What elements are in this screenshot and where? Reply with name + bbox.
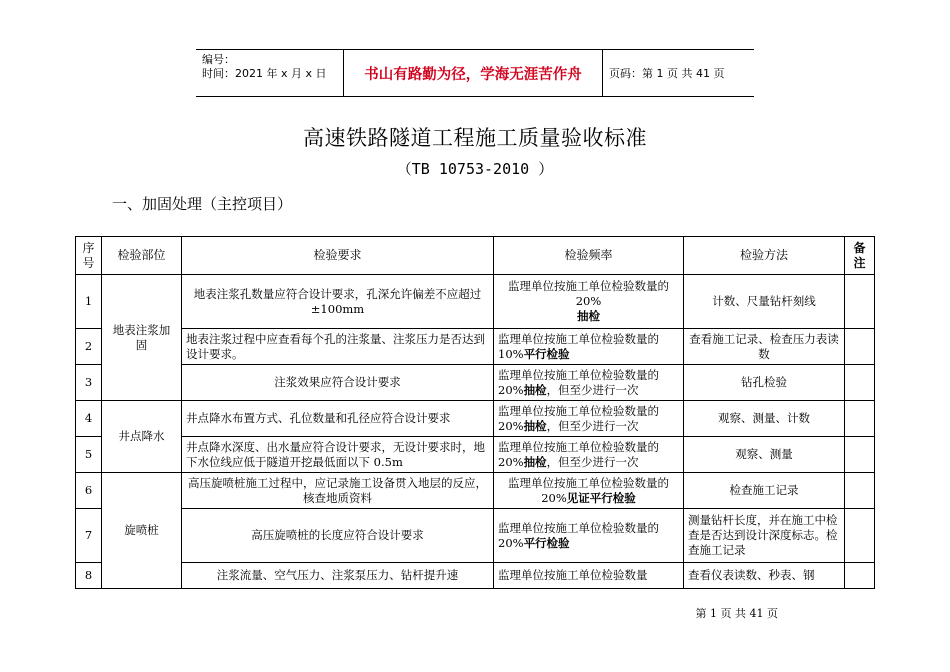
row-remark — [845, 563, 875, 589]
table-row — [76, 563, 875, 589]
table-row — [76, 365, 875, 401]
document-title: 高速铁路隧道工程施工质量验收标准 — [303, 126, 647, 150]
row-remark — [845, 509, 875, 563]
row-frequency: 监理单位按施工单位检验数量的 20%抽检，但至少进行一次 — [494, 401, 684, 437]
header-motto: 书山有路勤为径，学海无涯苦作舟 — [344, 50, 603, 96]
document-subtitle: （TB 10753-2010 ） — [396, 160, 554, 178]
time-label: 时间：2021 年 x 月 x 日 — [202, 67, 327, 80]
row-method: 检查施工记录 — [684, 473, 845, 509]
table-row — [76, 329, 875, 365]
row-frequency: 监理单位按施工单位检验数量的 20%抽检，但至少进行一次 — [494, 437, 684, 473]
table-row — [76, 401, 875, 437]
row-frequency: 监理单位按施工单位检验数量的 20%见证平行检验 — [494, 473, 684, 509]
header-no: 序号 — [76, 237, 102, 275]
table-header-row — [76, 237, 875, 275]
header-page-label: 页码：第 1 页 共 41 页 — [609, 67, 725, 80]
row-no: 2 — [76, 329, 102, 365]
header-meta — [196, 50, 344, 96]
row-remark — [845, 401, 875, 437]
table-row — [76, 509, 875, 563]
row-requirement: 地表注浆孔数量应符合设计要求，孔深允许偏差不应超过 ±100mm — [182, 275, 494, 329]
row-frequency: 监理单位按施工单位检验数量的 20%平行检验 — [494, 509, 684, 563]
row-requirement: 注浆效果应符合设计要求 — [182, 365, 494, 401]
row-no: 1 — [76, 275, 102, 329]
row-requirement: 高压旋喷桩的长度应符合设计要求 — [182, 509, 494, 563]
row-no: 3 — [76, 365, 102, 401]
row-method: 查看仪表读数、秒表、钢 — [684, 563, 845, 589]
row-no: 4 — [76, 401, 102, 437]
row-method: 观察、测量 — [684, 437, 845, 473]
row-requirement: 井点降水布置方式、孔位数量和孔径应符合设计要求 — [182, 401, 494, 437]
row-method: 查看施工记录、检查压力表读数 — [684, 329, 845, 365]
row-method: 观察、测量、计数 — [684, 401, 845, 437]
row-requirement: 注浆流量、空气压力、注浆泵压力、钻杆提升速 — [182, 563, 494, 589]
table-row — [76, 437, 875, 473]
group-label: 旋喷桩 — [102, 473, 182, 589]
header-remark: 备注 — [845, 237, 875, 275]
header-part: 检验部位 — [102, 237, 182, 275]
row-remark — [845, 329, 875, 365]
document-header — [196, 49, 754, 97]
row-remark — [845, 275, 875, 329]
group-label: 井点降水 — [102, 401, 182, 473]
row-requirement: 高压旋喷桩施工过程中，应记录施工设备贯入地层的反应，核查地质资料 — [182, 473, 494, 509]
header-frequency: 检验频率 — [494, 237, 684, 275]
row-method: 钻孔检验 — [684, 365, 845, 401]
row-remark — [845, 365, 875, 401]
section-heading: 一、加固处理（主控项目） — [112, 195, 293, 213]
row-requirement: 地表注浆过程中应查看每个孔的注浆量、注浆压力是否达到设计要求。 — [182, 329, 494, 365]
row-frequency: 监理单位按施工单位检验数量的 20% 抽检 — [494, 275, 684, 329]
row-no: 6 — [76, 473, 102, 509]
table-row — [76, 473, 875, 509]
row-remark — [845, 437, 875, 473]
row-no: 5 — [76, 437, 102, 473]
header-method: 检验方法 — [684, 237, 845, 275]
group-label: 地表注浆加固 — [102, 275, 182, 401]
row-remark — [845, 473, 875, 509]
row-frequency: 监理单位按施工单位检验数量 — [494, 563, 684, 589]
row-requirement: 井点降水深度、出水量应符合设计要求，无设计要求时，地下水位线应低于隧道开挖最低面以下 0.5m — [182, 437, 494, 473]
page-footer: 第 1 页 共 41 页 — [695, 607, 778, 620]
row-method: 计数、尺量钻杆刻线 — [684, 275, 845, 329]
row-frequency: 监理单位按施工单位检验数量的 20%抽检，但至少进行一次 — [494, 365, 684, 401]
inspection-table — [75, 236, 875, 589]
row-method: 测量钻杆长度，并在施工中检查是否达到设计深度标志。检查施工记录 — [684, 509, 845, 563]
table-row — [76, 275, 875, 329]
header-requirement: 检验要求 — [182, 237, 494, 275]
number-label: 编号： — [202, 53, 235, 66]
row-no: 8 — [76, 563, 102, 589]
row-no: 7 — [76, 509, 102, 563]
row-frequency: 监理单位按施工单位检验数量的 10%平行检验 — [494, 329, 684, 365]
